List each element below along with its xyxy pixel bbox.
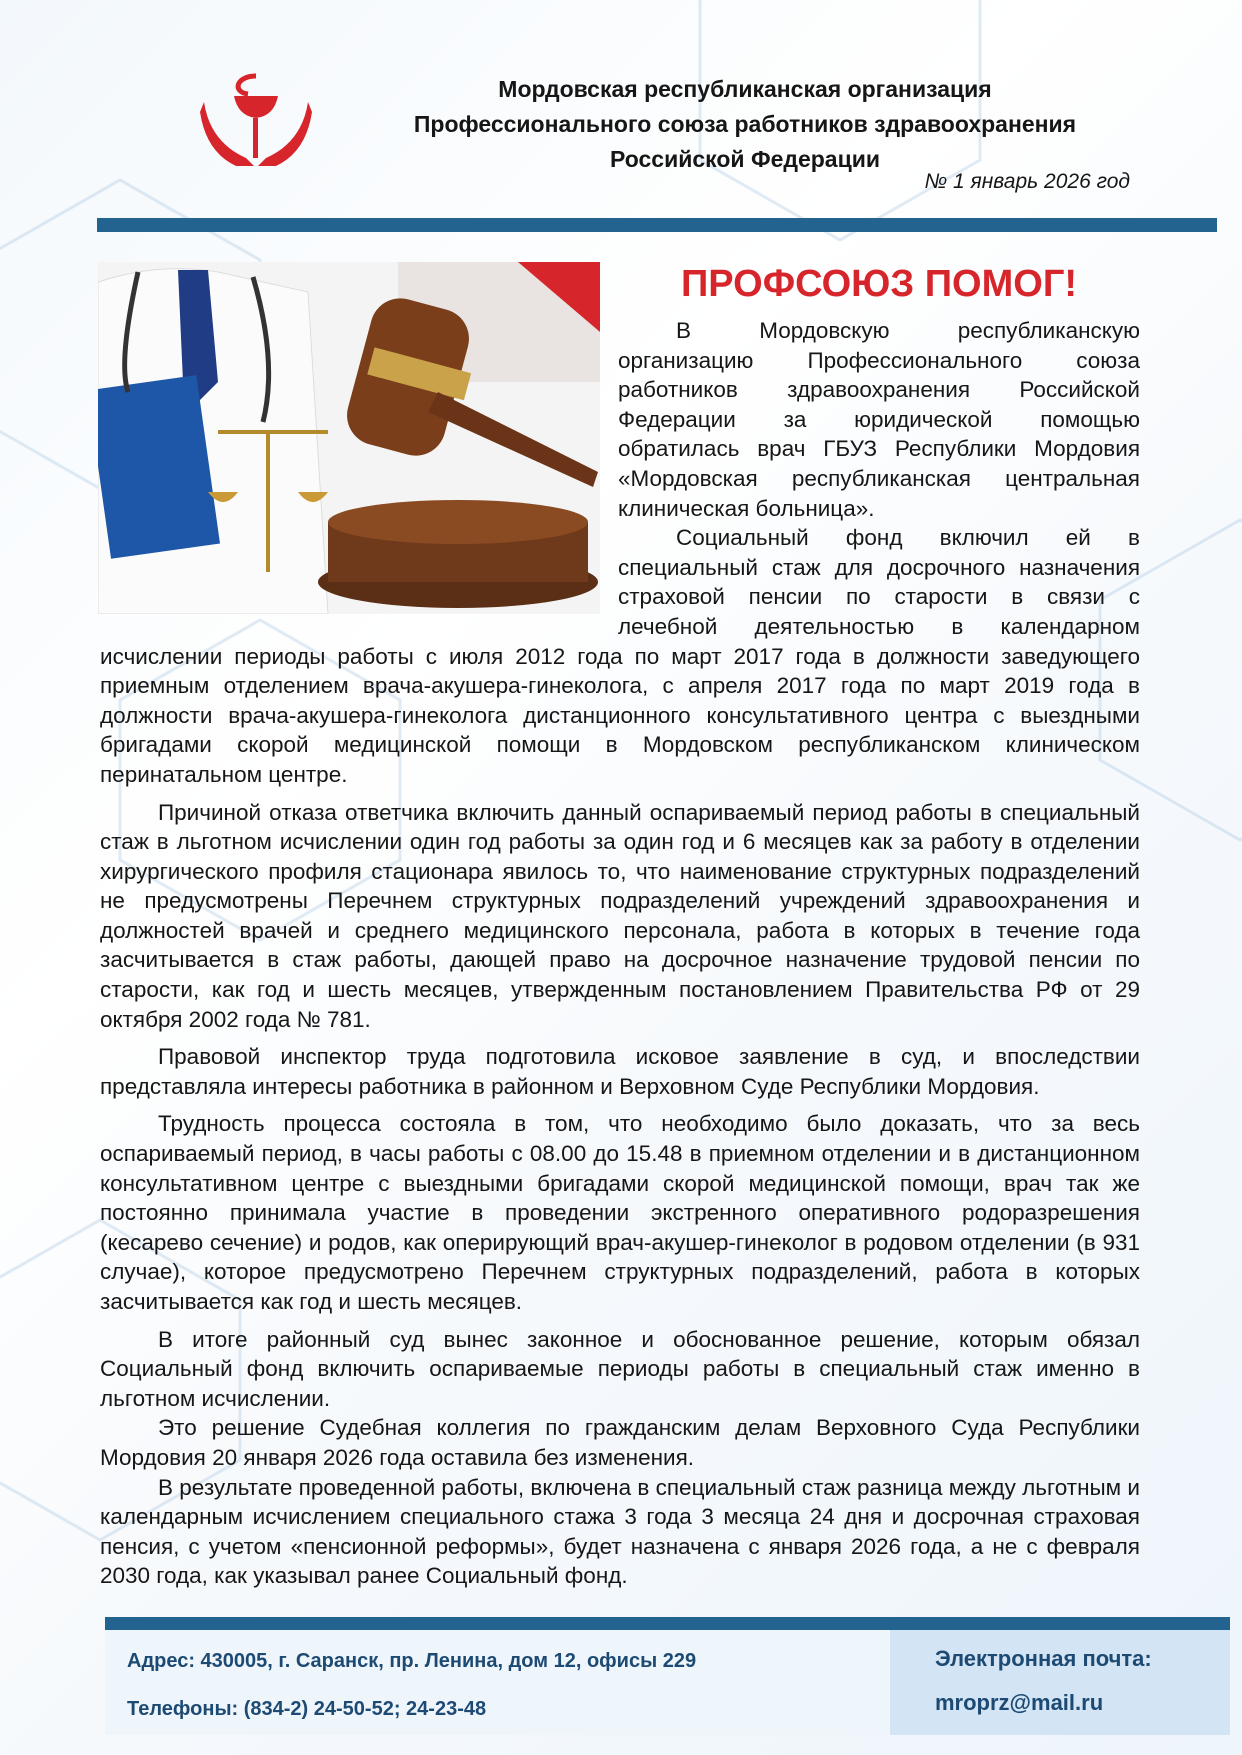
paragraph-8: В результате проведенной работы, включена в специальный стаж разница между льготным и календарным исчислением специального стажа 3 года 3 месяца 24 дня и досрочная страховая пенсия, с учетом «пенсионной реформы», будет назначена с января 2026 года, а не с февраля 2030 года, как указывал ранее Социальный фонд. bbox=[100, 1474, 1140, 1589]
phones: Телефоны: (834-2) 24-50-52; 24-23-48 bbox=[127, 1698, 487, 1720]
paragraph-4: Правовой инспектор труда подготовила исковое заявление в суд, и впоследствии представляла интересы работника в районном и Верховном Суде Республики Мордовия. bbox=[100, 1044, 1140, 1099]
org-line-3: Российской Федерации bbox=[609, 146, 881, 172]
organization-title bbox=[360, 72, 1130, 177]
paragraph-7: Это решение Судебная коллегия по гражданским делам Верховного Суда Республики Мордовия 20 января 2026 года оставила без изменения. bbox=[100, 1415, 1140, 1470]
paragraph-6: В итоге районный суд вынес законное и обоснованное решение, которым обязал Социальный фонд включить оспариваемые периоды работы в специальный стаж именно в льготном исчислении. bbox=[100, 1326, 1140, 1411]
paragraph-3: Причиной отказа ответчика включить данный оспариваемый период работы в специальный стаж в льготном исчислении один год работы за один год и 6 месяцев как за работу в отделении хирургического профиля стационара явилось то, что наименование структурных подразделений не предусмотрены Перечнем структурных подразделений учреждений здравоохранения и должностей врачей и среднего медицинского персонала, работа в которых в течение года засчитывается в стаж работы, дающей право на досрочное назначение трудовой пенсии по старости, как год и шесть месяцев, утвержденным постановлением Правительства РФ от 29 октября 2002 года № 781. bbox=[100, 799, 1140, 1032]
footer-divider bbox=[105, 1617, 1230, 1631]
article bbox=[100, 258, 1140, 1591]
org-line-2: Профессионального союза работников здравоохранения bbox=[413, 111, 1077, 137]
paragraph-1: В Мордовскую республиканскую организацию Профессионального союза работников здравоохранения Российской Федерации за юридической помощью обратилась врач ГБУЗ Республики Мордовия «Мордовская республиканская центральная клиническая больница». bbox=[618, 318, 1140, 521]
issue-number: № 1 январь 2026 год bbox=[924, 170, 1130, 193]
doctor-gavel-photo bbox=[98, 262, 600, 614]
article-headline: ПРОФСОЮЗ ПОМОГ! bbox=[680, 263, 1078, 305]
union-logo bbox=[196, 72, 316, 168]
email-label: Электронная почта: bbox=[935, 1646, 1152, 1671]
address: Адрес: 430005, г. Саранск, пр. Ленина, дом 12, офисы 229 bbox=[127, 1650, 697, 1672]
org-line-1: Мордовская республиканская организация bbox=[498, 76, 992, 102]
paragraph-2: Социальный фонд включил ей в специальный стаж для досрочного назначения страховой пенсии по старости в связи с лечебной деятельностью в календарном исчислении периоды работы с июля 2012 года по март 2017 года в должности заведующего приемным отделением врача-акушера-гинеколога, с апреля 2017 года по март 2019 года в должности врача-акушера-гинеколога дистанционного консультативного центра с выездными бригадами скорой медицинской помощи в Мордовском республиканском клиническом перинатальном центре. bbox=[100, 525, 1140, 787]
footer bbox=[105, 1630, 1230, 1735]
email-link[interactable]: mroprz@mail.ru bbox=[935, 1690, 1104, 1715]
paragraph-5: Трудность процесса состояла в том, что необходимо было доказать, что за весь оспариваемый период, в часы работы с 08.00 до 15.48 в приемном отделении и в дистанционном консультативном центре с выездными бригадами скорой медицинской помощи, врач так же постоянно принимала участие в проведении экстренного оперативного родоразрешения (кесарево сечение) и родов, как оперирующий врач-акушер-гинеколог в родовом отделении (в 931 случае), которое предусмотрено Перечнем структурных подразделений, работа в которых засчитывается как год и шесть месяцев. bbox=[100, 1111, 1140, 1314]
header-divider bbox=[97, 218, 1217, 232]
